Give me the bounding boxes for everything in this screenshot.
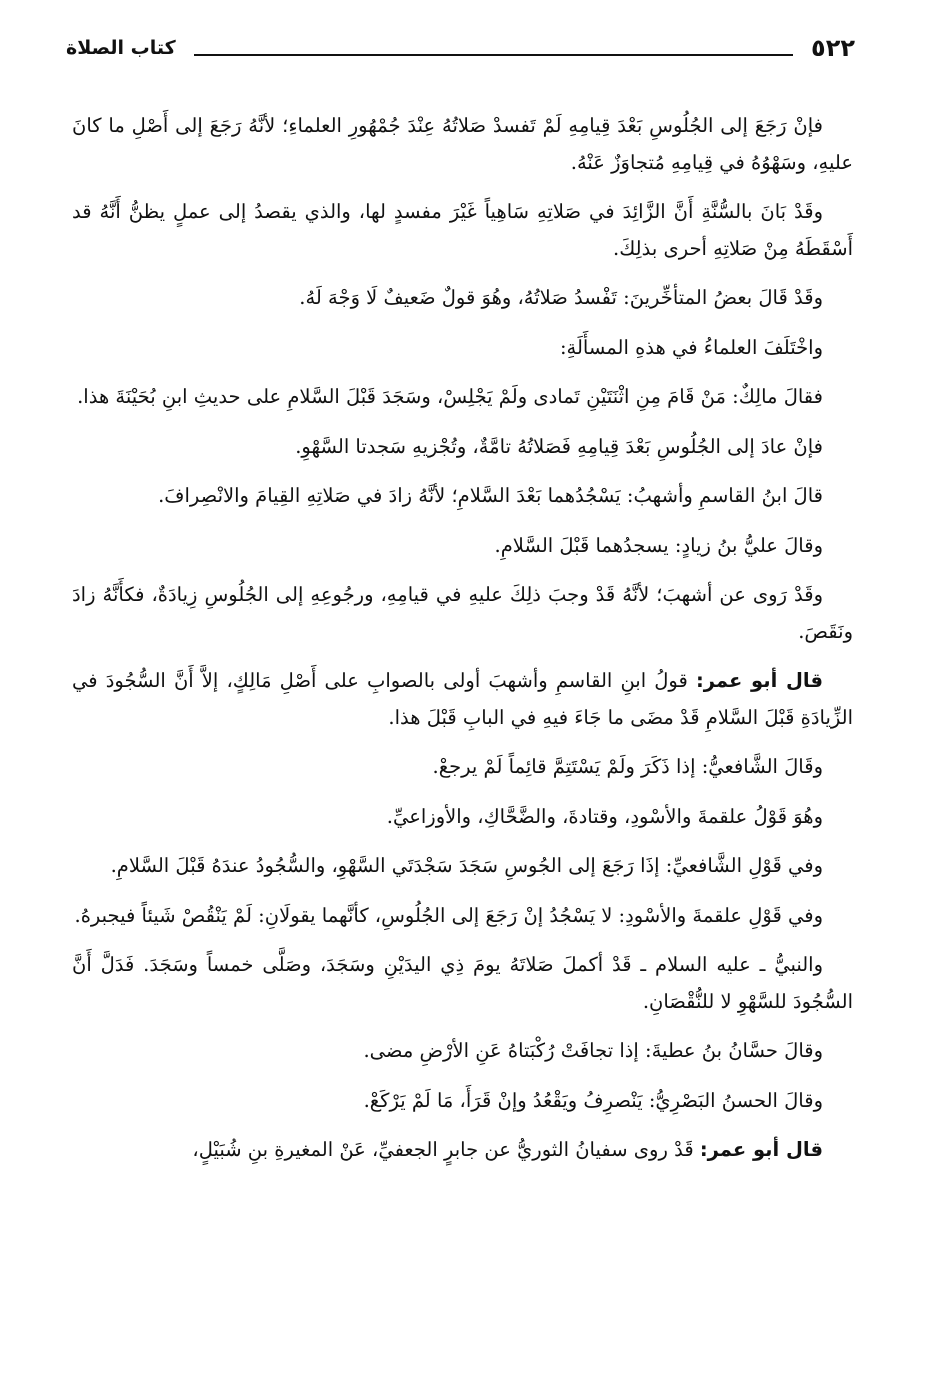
paragraph bbox=[72, 429, 853, 466]
paragraph-text: وفي قَوْلِ علقمةَ والأسْودِ: لا يَسْجُدُ إنْ رَجَعَ إلى الجُلُوسِ، كأنَّهما يقولَانِ: لَمْ يَنْقُصْ شَيئاً فيجبرهُ. bbox=[74, 903, 823, 927]
paragraph bbox=[72, 280, 853, 317]
paragraph bbox=[72, 330, 853, 367]
page-header bbox=[66, 28, 855, 68]
page-number: ٥٢٢ bbox=[811, 34, 855, 62]
paragraph bbox=[72, 848, 853, 885]
paragraph bbox=[72, 1132, 853, 1169]
paragraph-text: وقَالَ الشَّافعيُّ: إذا ذَكَرَ ولَمْ يَسْتَتِمَّ قائِماً لَمْ يرجعْ. bbox=[432, 755, 823, 778]
speaker-label: قال أبو عمر: bbox=[695, 669, 823, 692]
paragraph bbox=[72, 478, 853, 515]
paragraph-text: وقالَ الحسنُ البَصْرِيُّ: يَنْصرِفُ ويَقْعُدُ وإنْ قَرَأَ، مَا لَمْ يَرْكَعْ. bbox=[363, 1088, 823, 1112]
paragraph bbox=[72, 194, 853, 267]
paragraph-text: قالَ ابنُ القاسمِ وأشهبُ: يَسْجُدُهما بَعْدَ السَّلامِ؛ لأنَّهُ زادَ في صَلاتِهِ القِيامَ والانْصِرافَ. bbox=[158, 484, 823, 507]
paragraph bbox=[72, 799, 853, 836]
paragraph-text: وقالَ عليُّ بنُ زيادٍ: يسجدُهما قَبْلَ السَّلامِ. bbox=[494, 533, 823, 557]
paragraph-text: واخْتَلَفَ العلماءُ في هذهِ المسأَلَةِ: bbox=[559, 335, 823, 359]
paragraph bbox=[72, 108, 853, 181]
paragraph bbox=[72, 898, 853, 935]
paragraph-text: وقَدْ رَوى عن أشهبَ؛ لأنَّهُ قَدْ وجبَ ذلِكَ عليهِ في قيامِهِ، ورجُوعِهِ إلى الجُلُوسِ زِيادَةٌ، فكأَنَّهُ زادَ ونَقَصَ. bbox=[72, 583, 853, 643]
book-title: كتاب الصلاة bbox=[66, 37, 176, 59]
paragraph bbox=[72, 1083, 853, 1120]
paragraph bbox=[72, 749, 853, 786]
paragraph bbox=[72, 577, 853, 650]
paragraph-text: وقَدْ قَالَ بعضُ المتأخِّرينَ: تَفْسدُ صَلاتُهُ، وهُوَ قولٌ ضَعيفٌ لَا وَجْهَ لَهُ. bbox=[299, 286, 823, 309]
paragraph bbox=[72, 663, 853, 736]
paragraph bbox=[72, 947, 853, 1020]
paragraph-text: وفي قَوْلِ الشَّافعيِّ: إذَا رَجَعَ إلى الجُوسِ سَجَدَ سَجْدَتَي السَّهْوِ، والسُّجُودُ عندَهُ قَبْلَ السَّلامِ. bbox=[110, 854, 823, 877]
paragraph-text: وهُوَ قَوْلُ علقمةَ والأسْودِ، وقتادةَ، والضَّحَّاكِ، والأوزاعيِّ. bbox=[386, 804, 823, 828]
paragraph-text: فإنْ عادَ إلى الجُلُوسِ بَعْدَ قِيامِهِ فَصَلاتُهُ تامَّةٌ، وتُجْزيهِ سَجدتا السَّهْوِ. bbox=[295, 434, 823, 458]
paragraph-text: وقَدْ بَانَ بالسُّنَّةِ أَنَّ الزَّائِدَ في صَلاتِهِ سَاهِياً غَيْرَ مفسدٍ لها، والذي يقصدُ إلى عملٍ يظنُّ أَنَّهُ قد أَسْقَطَهُ مِنْ صَلاتِهِ أحرى بذلِكَ. bbox=[72, 200, 853, 260]
paragraph bbox=[72, 379, 853, 416]
speaker-label: قال أبو عمر: bbox=[699, 1138, 823, 1161]
paragraph bbox=[72, 1033, 853, 1070]
body-text bbox=[72, 108, 853, 1182]
header-rule bbox=[194, 54, 793, 56]
paragraph-text: قَدْ روى سفيانُ الثوريُّ عن جابرٍ الجعفيِّ، عَنْ المغيرةِ بنِ شُبَيْلٍ، bbox=[192, 1138, 694, 1161]
paragraph-text: وقالَ حسَّانُ بنُ عطيةَ: إذا تجافَتْ رُكْبَتاهُ عَنِ الأرْضِ مضى. bbox=[363, 1039, 823, 1062]
paragraph-text: والنبيُّ ـ عليه السلام ـ قَدْ أكملَ صَلاتَهُ يومَ ذِي اليدَيْنِ وسَجَدَ، وصَلَّى خمساً وسَجَدَ. فَدَلَّ أَنَّ السُّجُودَ للسَّهْوِ لا للنُّقْصَانِ. bbox=[72, 953, 853, 1013]
paragraph-text: فإنْ رَجَعَ إلى الجُلُوسِ بَعْدَ قِيامِهِ لَمْ تَفسدْ صَلاتُهُ عِنْدَ جُمْهُورِ العلماءِ؛ لأنَّهُ رَجَعَ إلى أَصْلِ ما كانَ عليهِ، وسَهْوُهُ في قِيامِهِ مُتجاوَزٌ عَنْهُ. bbox=[72, 114, 853, 174]
paragraph-text: فقالَ مالِكٌ: مَنْ قَامَ مِنِ اثْنَتَيْنِ تَمادى ولَمْ يَجْلِسْ، وسَجَدَ قَبْلَ السَّلامِ على حديثِ ابنِ بُحَيْنَةَ هذا. bbox=[77, 385, 823, 408]
paragraph-text: قولُ ابنِ القاسمِ وأشهبَ أولى بالصوابِ على أَصْلِ مَالِكٍ، إلاَّ أَنَّ السُّجُودَ في الزِّيادَةِ قَبْلَ السَّلامِ قَدْ مضَى ما جَاءَ فيهِ في البابِ قَبْلَ هذا. bbox=[72, 669, 853, 729]
paragraph bbox=[72, 528, 853, 565]
